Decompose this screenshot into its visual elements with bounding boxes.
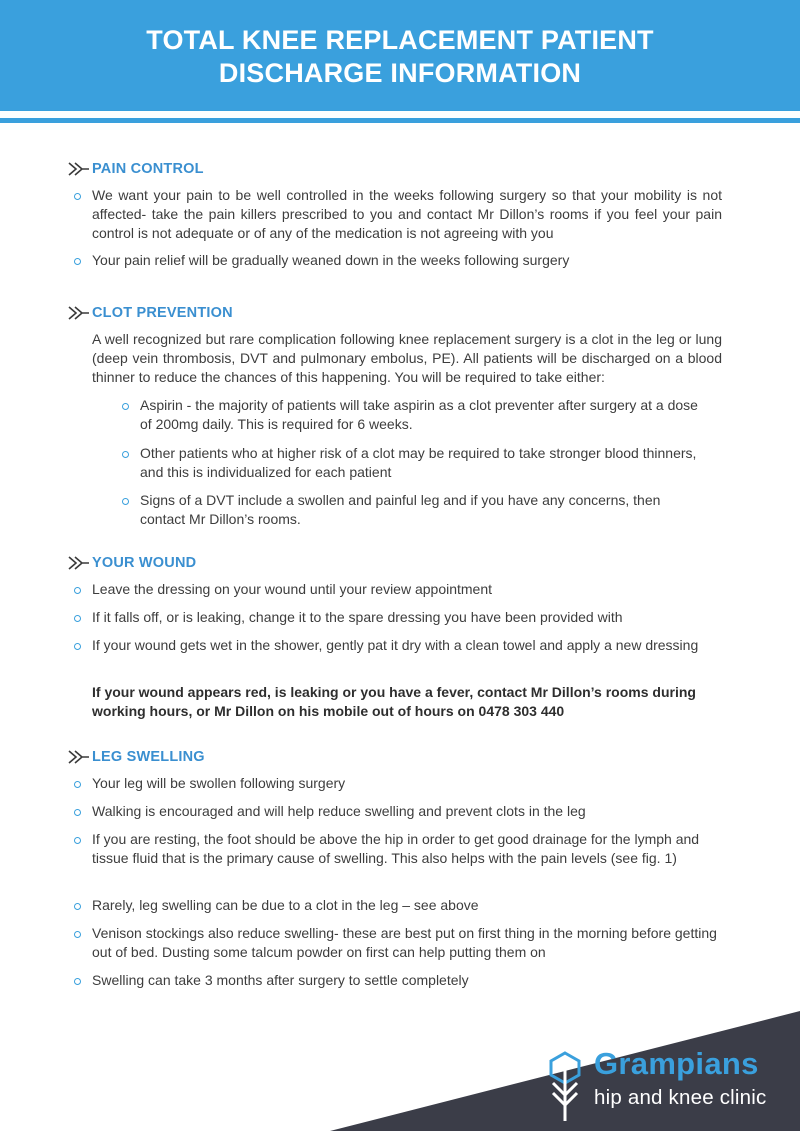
section-heading-your-wound [68, 554, 196, 572]
list-item: Swelling can take 3 months after surgery to settle completely [92, 972, 469, 988]
bullet-icon [74, 837, 81, 844]
page-title-line-1: TOTAL KNEE REPLACEMENT PATIENT [146, 25, 654, 55]
bullet-icon [74, 587, 81, 594]
section-title: YOUR WOUND [92, 555, 197, 571]
section-heading-clot-prevention [68, 304, 233, 322]
header-banner [0, 0, 800, 111]
section-title: PAIN CONTROL [92, 161, 204, 177]
list-item: Walking is encouraged and will help reduce swelling and prevent clots in the leg [92, 803, 586, 819]
bullet-icon [122, 498, 129, 505]
list-item: If it falls off, or is leaking, change it to the spare dressing you have been provided with [92, 609, 623, 625]
section-title: LEG SWELLING [92, 749, 205, 765]
clinic-logo-tagline: hip and knee clinic [594, 1086, 767, 1109]
wound-warning-note: If your wound appears red, is leaking or you have a fever, contact Mr Dillon’s rooms during working hours, or Mr Dillon on his mobile out of hours on 0478 303 440 [92, 684, 696, 719]
bullet-icon [74, 903, 81, 910]
list-item: Aspirin - the majority of patients will take aspirin as a clot preventer after surgery at a dose of 200mg daily. This is required for 6 weeks. [140, 397, 698, 432]
clinic-logo-name: Grampians [594, 1046, 759, 1081]
bullet-icon [74, 978, 81, 985]
page-title [0, 24, 800, 90]
bullet-icon [74, 781, 81, 788]
list-item: Venison stockings also reduce swelling- these are best put on first thing in the morning before getting out of bed. Dusting some talcum powder on first can help putting them on [92, 925, 717, 960]
list-item: Other patients who at higher risk of a clot may be required to take stronger blood thinners, and this is individualized for each patient [140, 445, 697, 480]
bullet-icon [74, 258, 81, 265]
intro-paragraph: A well recognized but rare complication following knee replacement surgery is a clot in the leg or lung (deep vein thrombosis, DVT and pulmonary embolus, PE). All patients will be discharged on a blood thinner to reduce the chances of this happening. You will be required to take either: [92, 331, 722, 385]
list-item: Your pain relief will be gradually weaned down in the weeks following surgery [92, 252, 570, 268]
bullet-icon [74, 931, 81, 938]
bullet-icon [74, 193, 81, 200]
section-title: CLOT PREVENTION [92, 305, 233, 321]
bullet-icon [74, 809, 81, 816]
arrow-chevron-icon [68, 162, 90, 176]
bullet-icon [74, 615, 81, 622]
section-heading-leg-swelling [68, 748, 205, 766]
bullet-icon [74, 643, 81, 650]
knee-joint-logo-icon [548, 1051, 582, 1121]
list-item: We want your pain to be well controlled in the weeks following surgery so that your mobility is not affected- take the pain killers prescribed to you and contact Mr Dillon’s rooms if you feel your pain control is not adequate or of any of the medication is not agreeing with you [92, 187, 722, 241]
bullet-icon [122, 451, 129, 458]
list-item: Signs of a DVT include a swollen and painful leg and if you have any concerns, then contact Mr Dillon’s rooms. [140, 492, 661, 527]
arrow-chevron-icon [68, 306, 90, 320]
section-heading-pain-control [68, 160, 204, 178]
header-divider [0, 118, 800, 123]
page-title-line-2: DISCHARGE INFORMATION [218, 58, 582, 88]
bullet-icon [122, 403, 129, 410]
arrow-chevron-icon [68, 750, 90, 764]
list-item: Your leg will be swollen following surgery [92, 775, 346, 791]
list-item: If your wound gets wet in the shower, gently pat it dry with a clean towel and apply a new dressing [92, 637, 699, 653]
list-item: Leave the dressing on your wound until your review appointment [92, 581, 493, 597]
arrow-chevron-icon [68, 556, 90, 570]
list-item: If you are resting, the foot should be above the hip in order to get good drainage for the lymph and tissue fluid that is the primary cause of swelling. This also helps with the pain levels (see fig. 1) [92, 831, 700, 866]
list-item: Rarely, leg swelling can be due to a clot in the leg – see above [92, 897, 479, 913]
